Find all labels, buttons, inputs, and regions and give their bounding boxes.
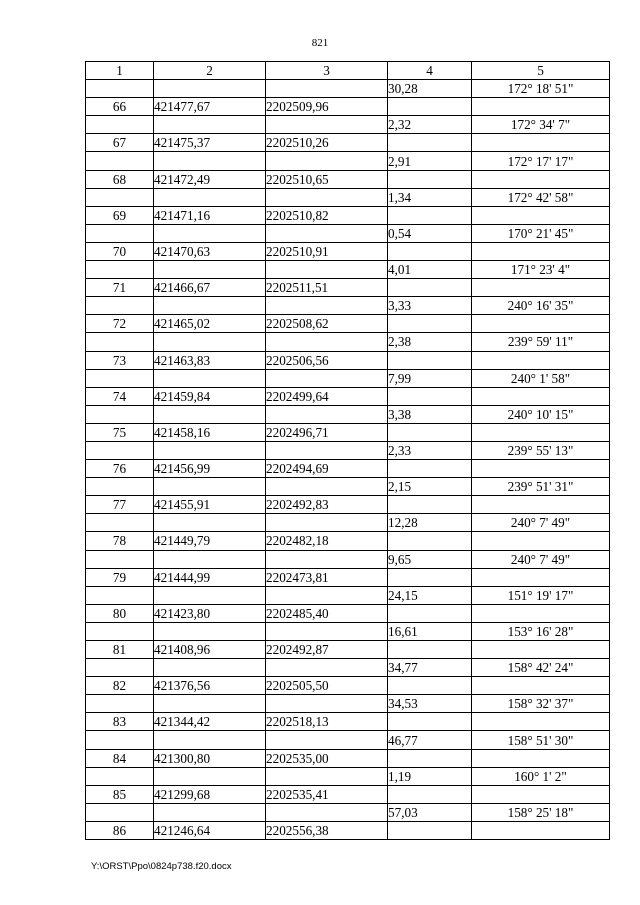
distance-cell	[388, 821, 472, 839]
distance-cell: 24,15	[388, 586, 472, 604]
table-row	[86, 261, 610, 279]
distance-cell	[388, 532, 472, 550]
distance-cell: 7,99	[388, 369, 472, 387]
y-coordinate-cell	[266, 659, 388, 677]
point-number-cell: 80	[86, 604, 154, 622]
point-number-cell	[86, 622, 154, 640]
direction-angle-cell: 160° 1' 2"	[472, 767, 610, 785]
x-coordinate-cell: 421465,02	[154, 315, 266, 333]
table-row	[86, 387, 610, 405]
distance-cell	[388, 604, 472, 622]
y-coordinate-cell	[266, 441, 388, 459]
point-number-cell: 75	[86, 423, 154, 441]
distance-cell	[388, 460, 472, 478]
distance-cell	[388, 677, 472, 695]
x-coordinate-cell	[154, 478, 266, 496]
x-coordinate-cell: 421459,84	[154, 387, 266, 405]
point-number-cell	[86, 369, 154, 387]
y-coordinate-cell	[266, 731, 388, 749]
direction-angle-cell: 172° 18' 51"	[472, 80, 610, 98]
point-number-cell: 73	[86, 351, 154, 369]
point-number-cell: 81	[86, 641, 154, 659]
table-row	[86, 116, 610, 134]
coordinates-table	[85, 61, 610, 840]
point-number-cell	[86, 188, 154, 206]
distance-cell: 9,65	[388, 550, 472, 568]
x-coordinate-cell	[154, 369, 266, 387]
table-row	[86, 659, 610, 677]
y-coordinate-cell: 2202510,65	[266, 170, 388, 188]
x-coordinate-cell: 421408,96	[154, 641, 266, 659]
point-number-cell	[86, 261, 154, 279]
x-coordinate-cell: 421458,16	[154, 423, 266, 441]
y-coordinate-cell	[266, 622, 388, 640]
point-number-cell: 68	[86, 170, 154, 188]
y-coordinate-cell	[266, 767, 388, 785]
y-coordinate-cell: 2202509,96	[266, 98, 388, 116]
table-row	[86, 441, 610, 459]
table-row	[86, 134, 610, 152]
x-coordinate-cell: 421455,91	[154, 496, 266, 514]
table-row	[86, 297, 610, 315]
table-row	[86, 803, 610, 821]
point-number-cell: 78	[86, 532, 154, 550]
point-number-cell	[86, 695, 154, 713]
direction-angle-cell	[472, 568, 610, 586]
x-coordinate-cell: 421444,99	[154, 568, 266, 586]
table-row	[86, 713, 610, 731]
y-coordinate-cell: 2202518,13	[266, 713, 388, 731]
x-coordinate-cell	[154, 514, 266, 532]
x-coordinate-cell	[154, 695, 266, 713]
point-number-cell	[86, 586, 154, 604]
distance-cell: 57,03	[388, 803, 472, 821]
x-coordinate-cell	[154, 622, 266, 640]
y-coordinate-cell	[266, 803, 388, 821]
point-number-cell: 86	[86, 821, 154, 839]
x-coordinate-cell: 421456,99	[154, 460, 266, 478]
point-number-cell: 84	[86, 749, 154, 767]
distance-cell: 2,91	[388, 152, 472, 170]
direction-angle-cell: 172° 42' 58"	[472, 188, 610, 206]
column-header-3: 3	[266, 62, 388, 80]
point-number-cell: 69	[86, 206, 154, 224]
y-coordinate-cell	[266, 152, 388, 170]
y-coordinate-cell: 2202556,38	[266, 821, 388, 839]
direction-angle-cell: 240° 1' 58"	[472, 369, 610, 387]
table-row	[86, 622, 610, 640]
table-row	[86, 641, 610, 659]
direction-angle-cell	[472, 242, 610, 260]
table-row	[86, 821, 610, 839]
point-number-cell	[86, 478, 154, 496]
distance-cell	[388, 423, 472, 441]
x-coordinate-cell	[154, 261, 266, 279]
distance-cell: 1,19	[388, 767, 472, 785]
x-coordinate-cell: 421475,37	[154, 134, 266, 152]
direction-angle-cell: 172° 34' 7"	[472, 116, 610, 134]
y-coordinate-cell: 2202494,69	[266, 460, 388, 478]
x-coordinate-cell	[154, 441, 266, 459]
distance-cell: 12,28	[388, 514, 472, 532]
point-number-cell	[86, 405, 154, 423]
distance-cell: 0,54	[388, 224, 472, 242]
direction-angle-cell	[472, 279, 610, 297]
column-header-2: 2	[154, 62, 266, 80]
direction-angle-cell: 239° 55' 13"	[472, 441, 610, 459]
x-coordinate-cell: 421449,79	[154, 532, 266, 550]
distance-cell	[388, 749, 472, 767]
table-row	[86, 80, 610, 98]
x-coordinate-cell: 421463,83	[154, 351, 266, 369]
distance-cell	[388, 279, 472, 297]
x-coordinate-cell	[154, 767, 266, 785]
table-row	[86, 206, 610, 224]
point-number-cell: 71	[86, 279, 154, 297]
x-coordinate-cell	[154, 803, 266, 821]
column-header-5: 5	[472, 62, 610, 80]
table-row	[86, 532, 610, 550]
y-coordinate-cell	[266, 224, 388, 242]
direction-angle-cell	[472, 496, 610, 514]
distance-cell	[388, 641, 472, 659]
table-row	[86, 351, 610, 369]
direction-angle-cell	[472, 749, 610, 767]
x-coordinate-cell	[154, 659, 266, 677]
y-coordinate-cell: 2202496,71	[266, 423, 388, 441]
column-header-1: 1	[86, 62, 154, 80]
table-row	[86, 586, 610, 604]
y-coordinate-cell: 2202485,40	[266, 604, 388, 622]
distance-cell: 2,33	[388, 441, 472, 459]
table-row	[86, 224, 610, 242]
table-row	[86, 188, 610, 206]
y-coordinate-cell: 2202510,26	[266, 134, 388, 152]
table-body	[86, 80, 610, 840]
table-row	[86, 604, 610, 622]
point-number-cell	[86, 224, 154, 242]
y-coordinate-cell	[266, 188, 388, 206]
direction-angle-cell	[472, 713, 610, 731]
y-coordinate-cell: 2202473,81	[266, 568, 388, 586]
table-row	[86, 152, 610, 170]
distance-cell: 1,34	[388, 188, 472, 206]
direction-angle-cell: 153° 16' 28"	[472, 622, 610, 640]
point-number-cell	[86, 297, 154, 315]
y-coordinate-cell: 2202505,50	[266, 677, 388, 695]
direction-angle-cell	[472, 785, 610, 803]
x-coordinate-cell: 421470,63	[154, 242, 266, 260]
y-coordinate-cell	[266, 116, 388, 134]
distance-cell	[388, 568, 472, 586]
point-number-cell: 67	[86, 134, 154, 152]
y-coordinate-cell: 2202499,64	[266, 387, 388, 405]
y-coordinate-cell	[266, 586, 388, 604]
distance-cell	[388, 315, 472, 333]
point-number-cell	[86, 116, 154, 134]
direction-angle-cell: 240° 7' 49"	[472, 514, 610, 532]
distance-cell: 2,32	[388, 116, 472, 134]
direction-angle-cell: 158° 51' 30"	[472, 731, 610, 749]
table-row	[86, 478, 610, 496]
table-row	[86, 767, 610, 785]
distance-cell	[388, 98, 472, 116]
y-coordinate-cell: 2202511,51	[266, 279, 388, 297]
distance-cell	[388, 496, 472, 514]
point-number-cell	[86, 731, 154, 749]
distance-cell: 46,77	[388, 731, 472, 749]
point-number-cell: 74	[86, 387, 154, 405]
y-coordinate-cell	[266, 478, 388, 496]
x-coordinate-cell: 421423,80	[154, 604, 266, 622]
distance-cell	[388, 170, 472, 188]
point-number-cell	[86, 659, 154, 677]
x-coordinate-cell: 421471,16	[154, 206, 266, 224]
x-coordinate-cell	[154, 297, 266, 315]
direction-angle-cell: 151° 19' 17"	[472, 586, 610, 604]
table-row	[86, 98, 610, 116]
direction-angle-cell	[472, 134, 610, 152]
table-row	[86, 695, 610, 713]
x-coordinate-cell	[154, 224, 266, 242]
direction-angle-cell	[472, 98, 610, 116]
x-coordinate-cell	[154, 405, 266, 423]
distance-cell	[388, 206, 472, 224]
x-coordinate-cell	[154, 731, 266, 749]
point-number-cell: 76	[86, 460, 154, 478]
x-coordinate-cell	[154, 586, 266, 604]
distance-cell: 3,38	[388, 405, 472, 423]
direction-angle-cell: 239° 51' 31"	[472, 478, 610, 496]
distance-cell: 34,77	[388, 659, 472, 677]
table-row	[86, 749, 610, 767]
direction-angle-cell	[472, 604, 610, 622]
direction-angle-cell: 170° 21' 45"	[472, 224, 610, 242]
table-row	[86, 279, 610, 297]
point-number-cell: 72	[86, 315, 154, 333]
x-coordinate-cell: 421477,67	[154, 98, 266, 116]
distance-cell	[388, 242, 472, 260]
distance-cell: 2,38	[388, 333, 472, 351]
table-row	[86, 369, 610, 387]
distance-cell: 2,15	[388, 478, 472, 496]
point-number-cell	[86, 550, 154, 568]
point-number-cell: 79	[86, 568, 154, 586]
direction-angle-cell	[472, 641, 610, 659]
x-coordinate-cell	[154, 80, 266, 98]
table-row	[86, 731, 610, 749]
direction-angle-cell	[472, 315, 610, 333]
direction-angle-cell	[472, 423, 610, 441]
x-coordinate-cell: 421344,42	[154, 713, 266, 731]
direction-angle-cell: 239° 59' 11"	[472, 333, 610, 351]
direction-angle-cell: 240° 16' 35"	[472, 297, 610, 315]
y-coordinate-cell	[266, 514, 388, 532]
distance-cell	[388, 351, 472, 369]
distance-cell: 16,61	[388, 622, 472, 640]
y-coordinate-cell: 2202506,56	[266, 351, 388, 369]
x-coordinate-cell: 421376,56	[154, 677, 266, 695]
column-header-4: 4	[388, 62, 472, 80]
point-number-cell	[86, 333, 154, 351]
table-row	[86, 170, 610, 188]
table-row	[86, 333, 610, 351]
distance-cell	[388, 387, 472, 405]
y-coordinate-cell: 2202482,18	[266, 532, 388, 550]
direction-angle-cell: 172° 17' 17"	[472, 152, 610, 170]
direction-angle-cell	[472, 532, 610, 550]
direction-angle-cell	[472, 351, 610, 369]
point-number-cell	[86, 152, 154, 170]
x-coordinate-cell	[154, 152, 266, 170]
point-number-cell	[86, 514, 154, 532]
point-number-cell: 70	[86, 242, 154, 260]
direction-angle-cell	[472, 677, 610, 695]
point-number-cell	[86, 803, 154, 821]
file-path-footer: Y:\ORST\Ppo\0824p738.f20.docx	[91, 861, 232, 872]
point-number-cell: 85	[86, 785, 154, 803]
distance-cell	[388, 713, 472, 731]
direction-angle-cell	[472, 170, 610, 188]
direction-angle-cell: 240° 10' 15"	[472, 405, 610, 423]
direction-angle-cell	[472, 387, 610, 405]
point-number-cell	[86, 441, 154, 459]
y-coordinate-cell	[266, 80, 388, 98]
x-coordinate-cell: 421466,67	[154, 279, 266, 297]
table-row	[86, 514, 610, 532]
page-number: 821	[311, 37, 329, 49]
table-row	[86, 496, 610, 514]
table-row	[86, 550, 610, 568]
point-number-cell: 82	[86, 677, 154, 695]
direction-angle-cell: 240° 7' 49"	[472, 550, 610, 568]
y-coordinate-cell	[266, 261, 388, 279]
y-coordinate-cell	[266, 297, 388, 315]
y-coordinate-cell: 2202492,87	[266, 641, 388, 659]
distance-cell: 3,33	[388, 297, 472, 315]
direction-angle-cell: 158° 42' 24"	[472, 659, 610, 677]
y-coordinate-cell: 2202492,83	[266, 496, 388, 514]
point-number-cell: 83	[86, 713, 154, 731]
y-coordinate-cell: 2202535,41	[266, 785, 388, 803]
table-row	[86, 785, 610, 803]
point-number-cell	[86, 767, 154, 785]
x-coordinate-cell: 421472,49	[154, 170, 266, 188]
distance-cell: 4,01	[388, 261, 472, 279]
x-coordinate-cell: 421246,64	[154, 821, 266, 839]
table-row	[86, 568, 610, 586]
y-coordinate-cell: 2202510,91	[266, 242, 388, 260]
y-coordinate-cell	[266, 333, 388, 351]
table-header-row	[86, 62, 610, 80]
x-coordinate-cell: 421300,80	[154, 749, 266, 767]
y-coordinate-cell	[266, 369, 388, 387]
point-number-cell: 66	[86, 98, 154, 116]
y-coordinate-cell	[266, 405, 388, 423]
x-coordinate-cell	[154, 116, 266, 134]
y-coordinate-cell: 2202508,62	[266, 315, 388, 333]
table-row	[86, 677, 610, 695]
table-row	[86, 315, 610, 333]
distance-cell	[388, 134, 472, 152]
point-number-cell: 77	[86, 496, 154, 514]
direction-angle-cell	[472, 821, 610, 839]
direction-angle-cell: 171° 23' 4"	[472, 261, 610, 279]
table-row	[86, 242, 610, 260]
distance-cell: 34,53	[388, 695, 472, 713]
distance-cell	[388, 785, 472, 803]
distance-cell: 30,28	[388, 80, 472, 98]
x-coordinate-cell	[154, 188, 266, 206]
direction-angle-cell	[472, 460, 610, 478]
direction-angle-cell: 158° 32' 37"	[472, 695, 610, 713]
y-coordinate-cell: 2202535,00	[266, 749, 388, 767]
table-row	[86, 423, 610, 441]
y-coordinate-cell	[266, 550, 388, 568]
x-coordinate-cell: 421299,68	[154, 785, 266, 803]
table-row	[86, 460, 610, 478]
x-coordinate-cell	[154, 550, 266, 568]
table-row	[86, 405, 610, 423]
x-coordinate-cell	[154, 333, 266, 351]
point-number-cell	[86, 80, 154, 98]
direction-angle-cell	[472, 206, 610, 224]
direction-angle-cell: 158° 25' 18"	[472, 803, 610, 821]
y-coordinate-cell	[266, 695, 388, 713]
y-coordinate-cell: 2202510,82	[266, 206, 388, 224]
